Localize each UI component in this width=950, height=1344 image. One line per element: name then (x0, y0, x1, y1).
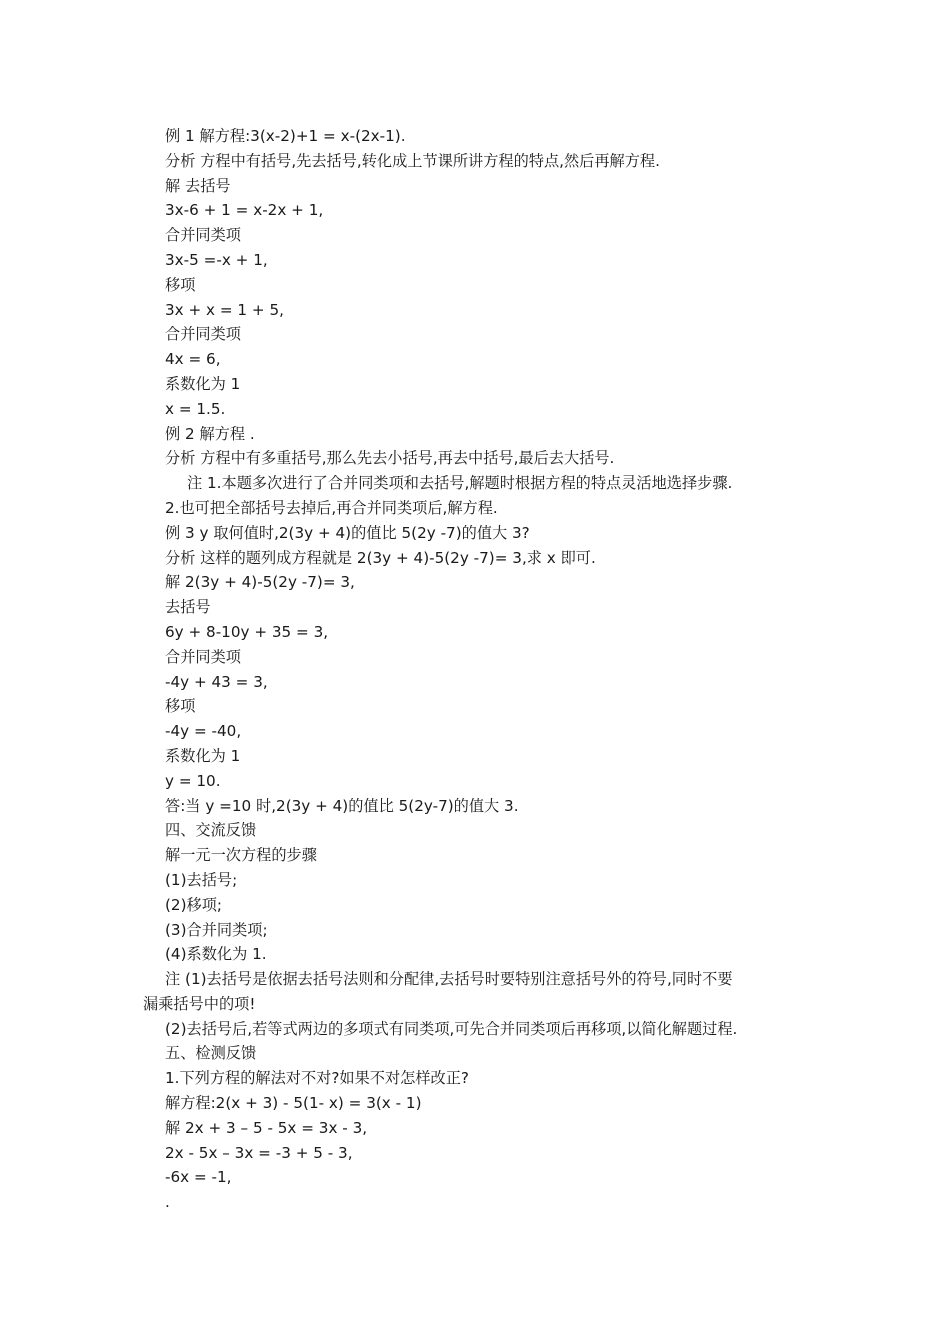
example-1-analysis: 分析 方程中有括号,先去括号,转化成上节课所讲方程的特点,然后再解方程. (165, 151, 660, 170)
example-1-step: 合并同类项 (165, 325, 241, 344)
example-1-step: 解 去括号 (165, 176, 231, 195)
example-2-heading: 例 2 解方程 . (165, 424, 255, 443)
test-solution-line: -6x = -1, (165, 1168, 232, 1187)
note-paragraph-1: 注 (1)去括号是依据去括号法则和分配律,去括号时要特别注意括号外的符号,同时不要 (165, 970, 733, 989)
test-equation: 解方程:2(x + 3) - 5(1- x) = 3(x - 1) (165, 1094, 422, 1113)
test-solution-line: 解 2x + 3 – 5 - 5x = 3x - 3, (165, 1118, 368, 1137)
section-heading-test: 五、检测反馈 (165, 1044, 257, 1063)
example-1-equation: 3x-6 + 1 = x-2x + 1, (165, 201, 324, 220)
document-body (143, 124, 803, 1215)
example-1-equation: 3x-5 =-x + 1, (165, 250, 268, 269)
note-paragraph-2: (2)去括号后,若等式两边的多项式有同类项,可先合并同类项后再移项,以简化解题过程. (165, 1019, 738, 1038)
example-3-step: 移项 (165, 697, 196, 716)
example-3-result: y = 10. (165, 771, 221, 790)
example-1-step: 合并同类项 (165, 226, 241, 245)
example-3-heading: 例 3 y 取何值时,2(3y + 4)的值比 5(2y -7)的值大 3? (165, 523, 530, 542)
example-3-step: 去括号 (165, 598, 211, 617)
example-1-step: 系数化为 1 (165, 374, 241, 393)
example-1-equation: 4x = 6, (165, 350, 221, 369)
example-3-equation: -4y = -40, (165, 722, 242, 741)
test-question-1: 1.下列方程的解法对不对?如果不对怎样改正? (165, 1069, 469, 1088)
step-item-2: (2)移项; (165, 895, 223, 914)
steps-heading: 解一元一次方程的步骤 (165, 846, 317, 865)
test-solution-line: 2x - 5x – 3x = -3 + 5 - 3, (165, 1143, 353, 1162)
example-3-equation: -4y + 43 = 3, (165, 672, 268, 691)
example-3-equation: 6y + 8-10y + 35 = 3, (165, 622, 329, 641)
example-3-answer: 答:当 y =10 时,2(3y + 4)的值比 5(2y-7)的值大 3. (165, 796, 519, 815)
example-1-step: 移项 (165, 275, 196, 294)
example-3-step: 合并同类项 (165, 647, 241, 666)
example-2-analysis: 分析 方程中有多重括号,那么先去小括号,再去中括号,最后去大括号. (165, 449, 615, 468)
example-2-note-2: 2.也可把全部括号去掉后,再合并同类项后,解方程. (165, 498, 498, 517)
example-2-note-1: 注 1.本题多次进行了合并同类项和去括号,解题时根据方程的特点灵活地选择步骤. (187, 474, 733, 493)
test-solution-line: . (165, 1193, 170, 1212)
example-1-heading: 例 1 解方程:3(x-2)+1 = x-(2x-1). (165, 127, 406, 145)
step-item-3: (3)合并同类项; (165, 920, 268, 939)
step-item-1: (1)去括号; (165, 870, 238, 889)
section-heading-feedback: 四、交流反馈 (165, 821, 257, 840)
note-paragraph-1-continued: 漏乘括号中的项! (143, 994, 256, 1013)
example-1-equation: 3x + x = 1 + 5, (165, 300, 284, 319)
example-3-solution: 解 2(3y + 4)-5(2y -7)= 3, (165, 573, 355, 592)
step-item-4: (4)系数化为 1. (165, 945, 267, 964)
example-1-result: x = 1.5. (165, 399, 226, 418)
example-3-analysis: 分析 这样的题列成方程就是 2(3y + 4)-5(2y -7)= 3,求 x 即可. (165, 548, 596, 567)
example-3-step: 系数化为 1 (165, 746, 241, 765)
